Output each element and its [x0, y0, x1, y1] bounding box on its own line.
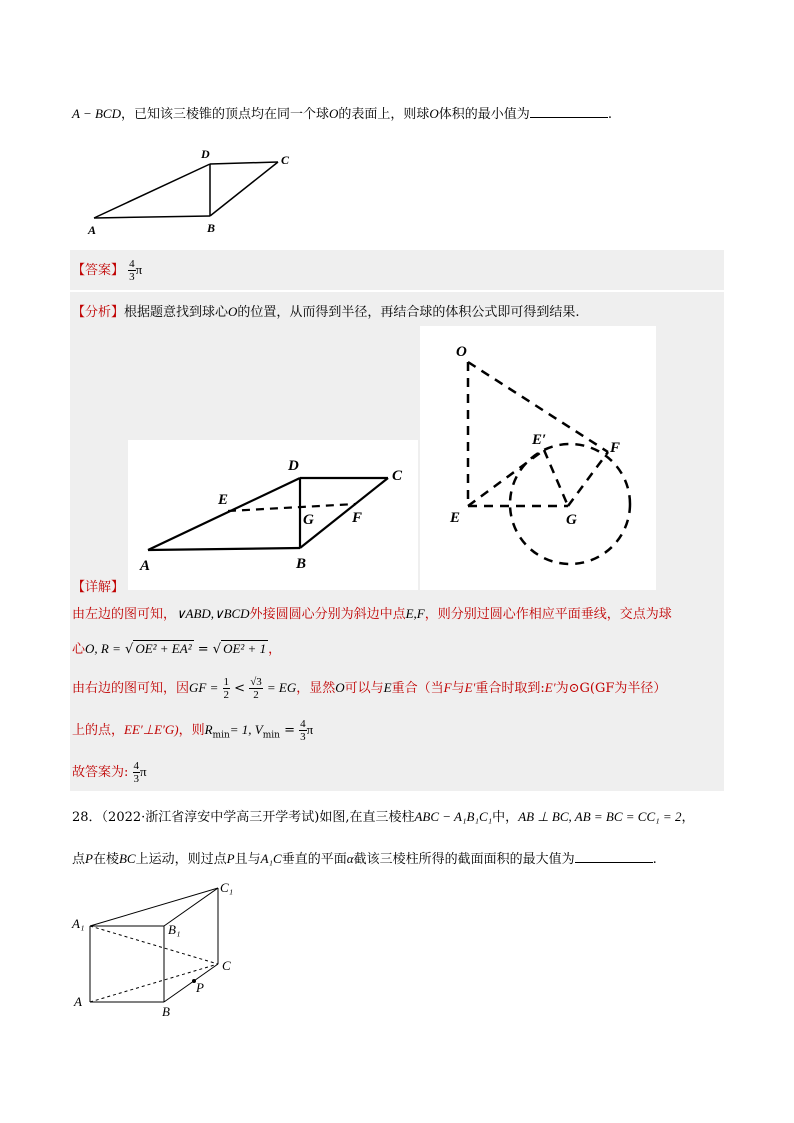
detail-l2f: ，: [268, 642, 282, 657]
edge-a1c1: [90, 888, 218, 926]
edge-bc: [164, 964, 218, 1002]
label-e: E: [450, 510, 461, 526]
q28-l1c: 中，: [492, 810, 519, 825]
detail-line-4: [72, 718, 313, 743]
q28-l2i: 垂直的平面: [281, 852, 347, 867]
detail-l3m: 与: [451, 681, 465, 696]
q27-text-2: 的表面上，则球: [338, 107, 430, 122]
frac-half-den: 2: [223, 689, 230, 701]
q28-l2l: .: [652, 852, 657, 867]
detail-l1e: ，则分别过圆心作相应平面垂线，交点为球: [424, 607, 672, 622]
detail-l3d: <: [234, 681, 246, 696]
label-a: A: [88, 223, 97, 237]
segment-a1c: [90, 926, 218, 964]
detail-l2b: O, R =: [85, 641, 121, 656]
detail-l3k: 重合（当: [391, 681, 444, 696]
final-fraction: [133, 760, 141, 785]
label-b: B: [207, 221, 216, 235]
edge-cb: [210, 162, 278, 216]
final-num: 4: [133, 760, 140, 772]
detail-l3a: 由右边的图可知，因: [72, 681, 190, 696]
q28-prism-figure: [70, 878, 250, 1018]
label-g: G: [566, 512, 577, 528]
detail-l3i: 可以与: [344, 681, 384, 696]
label-c: C: [281, 153, 290, 167]
label-f: F: [610, 440, 621, 456]
q28-l2k: 截该三棱柱所得的截面面积的最大值为: [353, 852, 575, 867]
label-c: C: [222, 958, 231, 973]
label-a: A: [74, 994, 82, 1009]
label-e: E: [218, 492, 229, 508]
frac-root3-den: 2: [253, 689, 259, 701]
answer-tag: 【答案】: [72, 263, 125, 278]
q28-l2d: BC: [118, 851, 136, 866]
q27-text-1: ，已知该三棱锥的顶点均在同一个球: [120, 107, 329, 122]
detail-l4d: R: [204, 722, 213, 737]
answer-box: [70, 250, 724, 290]
q27-intro-line: [72, 103, 612, 122]
detail-line-3: [72, 676, 666, 701]
answer-den: 3: [129, 271, 135, 283]
label-e-prime: E′: [532, 432, 547, 448]
q28-l2h: A₁C: [260, 851, 282, 866]
label-d: D: [201, 147, 210, 161]
label-c1: C₁: [220, 880, 234, 895]
q28-answer-blank[interactable]: [575, 850, 653, 863]
detail-l1c: 外接圆圆心分别为斜边中点: [249, 607, 406, 622]
label-b: B: [296, 556, 307, 572]
q27-figure: [85, 140, 305, 240]
analysis-o: O: [228, 304, 238, 319]
detail-line-1: [72, 603, 672, 622]
q28-line-1: [72, 806, 694, 825]
q28-l2g: 且与: [234, 852, 261, 867]
answer-blank[interactable]: [530, 105, 608, 118]
detail-l1b: ∨ABD,∨BCD: [176, 606, 250, 621]
detail-l4b: EE′⊥E′G): [124, 722, 179, 737]
detail-l3b: GF =: [189, 680, 219, 695]
label-c: C: [392, 468, 403, 484]
label-a1: A₁: [72, 916, 85, 931]
q28-l1a: 28．（2022·浙江省淳安中学高三开学考试)如图,在直三棱柱: [72, 810, 415, 825]
q28-l2a: 点: [72, 852, 86, 867]
frac-half-num: 1: [223, 676, 230, 688]
q28-l1b: ABC − A₁B₁C₁: [414, 809, 493, 824]
detail-l3j: E: [383, 680, 392, 695]
q28-l2f: P: [226, 851, 235, 866]
detail-l2d: =: [197, 642, 209, 657]
q28-l2c: 在棱: [92, 852, 119, 867]
label-b1: B₁: [168, 922, 181, 937]
detail-l3f: = EG: [266, 680, 297, 695]
detail-l4d-sub: min: [212, 730, 230, 741]
final-pi: π: [140, 764, 147, 779]
sphere-label: O: [329, 106, 339, 121]
frac-half: [223, 676, 231, 701]
label-p: P: [196, 980, 204, 995]
q27-end-dot: .: [607, 107, 612, 122]
detail-line-2: 心O, R = √ OE² + EA² = √ OE² + 1 ，: [72, 641, 282, 657]
frac-four-thirds-den: 3: [300, 731, 306, 743]
frac-four-thirds: [299, 718, 307, 743]
detail-l3l: F: [443, 680, 452, 695]
sphere-label-2: O: [429, 106, 439, 121]
detail-sqrt-1: OE² + EA²: [135, 641, 192, 656]
detail-l5a: 故答案为:: [72, 765, 129, 780]
detail-l3q: 为⊙G(GF为半径）: [555, 681, 667, 696]
final-den: 3: [133, 773, 140, 785]
q28-line-2: [72, 848, 657, 867]
detail-line-5: [72, 760, 147, 785]
q28-l2b: P: [85, 851, 93, 866]
detail-l4h: π: [306, 722, 314, 737]
label-o: O: [456, 344, 467, 360]
q27-text-3: 体积的最小值为: [438, 107, 530, 122]
q28-l1d: AB ⊥ BC, AB = BC = CC₁ = 2: [518, 809, 682, 824]
label-g: G: [303, 512, 314, 528]
detail-l2a: 心: [72, 642, 86, 657]
edge-dc: [210, 162, 278, 164]
edge-ab: [94, 216, 210, 218]
detail-right-figure: [420, 326, 656, 590]
detail-l4e-sub: min: [262, 730, 280, 741]
analysis-text-1: 根据题意找到球心: [124, 305, 229, 320]
frac-root3: [249, 676, 263, 701]
q28-l2e: 上运动，则过点: [135, 852, 227, 867]
detail-left-figure: [128, 440, 418, 590]
detail-l4c: ，则: [178, 723, 205, 738]
detail-l4f: =: [284, 723, 295, 738]
frac-four-thirds-num: 4: [300, 718, 306, 730]
frac-root3-num: √3: [250, 676, 262, 688]
detail-l3n: E′: [464, 680, 476, 695]
detail-l3h: O: [335, 680, 345, 695]
tetra-expr: A − BCD: [72, 106, 121, 121]
label-f: F: [352, 510, 363, 526]
analysis-tag: 【分析】: [72, 305, 125, 320]
answer-line: [72, 258, 142, 283]
answer-fraction: [128, 258, 136, 283]
detail-l4e: = 1, V: [229, 722, 263, 737]
label-d: D: [288, 458, 299, 474]
detail-l1d: E,F: [405, 606, 425, 621]
q28-l1e: ，: [681, 810, 695, 825]
detail-l4a: 上的点，: [72, 723, 125, 738]
detail-l1a: 由左边的图可知，: [72, 607, 177, 622]
edge-b1c1: [164, 888, 218, 926]
detail-l3g: ，显然: [296, 681, 336, 696]
label-b: B: [162, 1004, 170, 1018]
edge-ad: [94, 164, 210, 218]
answer-pi: π: [135, 262, 143, 277]
analysis-line: [72, 301, 580, 320]
detail-sqrt-2: OE² + 1: [223, 641, 267, 656]
detail-tag: 【详解】: [72, 580, 125, 595]
detail-l3p: E′: [544, 680, 556, 695]
label-a: A: [140, 558, 151, 574]
answer-num: 4: [129, 258, 135, 270]
q28-l2j: α: [346, 851, 354, 866]
detail-tag-line: [72, 576, 124, 595]
detail-l3o: 重合时取到:: [475, 681, 545, 696]
analysis-text-2: 的位置，从而得到半径，再结合球的体积公式即可得到结果.: [237, 305, 580, 320]
